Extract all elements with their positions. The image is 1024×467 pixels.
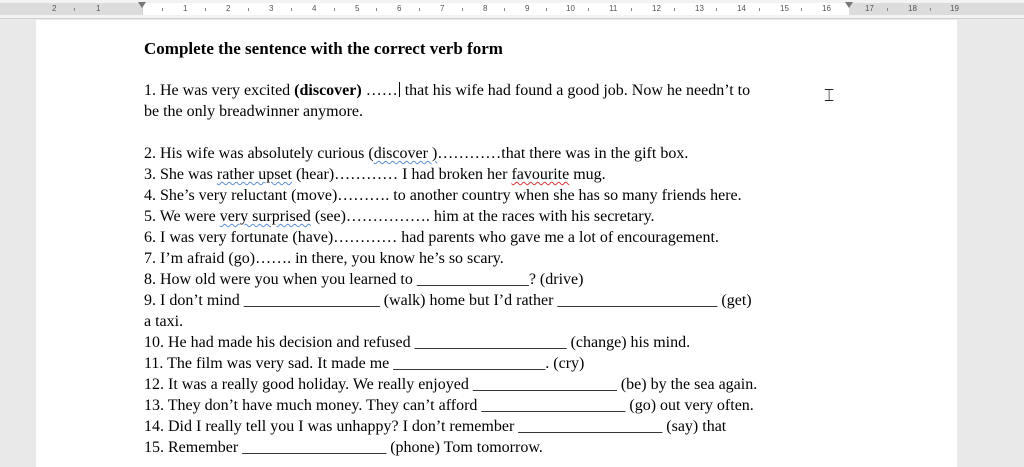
sentence-10: 10. He had made his decision and refused ___________________ (change) his mind. (144, 334, 691, 351)
ruler-number: 9 (525, 4, 530, 13)
sentence-5 (144, 206, 854, 227)
ruler-number: 17 (865, 4, 874, 13)
sentence-9-cont: a taxi. (144, 313, 184, 330)
ruler-tick (546, 8, 547, 11)
sentence-1 (144, 80, 854, 101)
ruler-number: 1 (96, 4, 101, 13)
ruler-tick (162, 8, 163, 11)
answer-blank: …… (361, 82, 398, 99)
ruler-number: 1 (183, 4, 188, 13)
ruler-number: 8 (483, 4, 488, 13)
ruler-tick (588, 8, 589, 11)
exercise-body[interactable] (144, 80, 854, 458)
ruler-left-margin (0, 3, 142, 15)
ruler-tick (74, 8, 75, 11)
sentence-7: 7. I’m afraid (go)……. in there, you know he’s so scary. (144, 250, 504, 267)
i-beam-cursor-icon: ⌶ (824, 86, 835, 106)
ruler-number: 2 (226, 4, 231, 13)
ruler-number: 2 (52, 4, 57, 13)
ruler-tick (462, 8, 463, 11)
grammar-flag: rather upset (216, 166, 292, 183)
spelling-flag: favourite (511, 166, 570, 183)
ruler-tick (887, 8, 888, 11)
ruler-number: 13 (695, 4, 704, 13)
text-cursor (399, 82, 400, 97)
document-page[interactable] (36, 20, 957, 467)
sentence-15: 15. Remember __________________ (phone) Tom tomorrow. (144, 439, 543, 456)
worksheet-title: Complete the sentence with the correct verb form (144, 39, 503, 58)
sentence-text: 3. She was (144, 166, 217, 183)
sentence-4: 4. She’s very reluctant (move)………. to another country when she has so many friends here. (144, 187, 742, 204)
ruler-number: 19 (950, 4, 959, 13)
ruler-number: 4 (312, 4, 317, 13)
sentence-9: 9. I don’t mind _________________ (walk) home but I’d rather ____________________ (get) (144, 292, 752, 309)
ruler-tick (248, 8, 249, 11)
sentence-6: 6. I was very fortunate (have)………… had parents who gave me a lot of encouragement. (144, 229, 719, 246)
ruler-tick (801, 8, 802, 11)
ruler-tick (419, 8, 420, 11)
ruler-tick (291, 8, 292, 11)
sentence-text: …………that there was in the gift box. (437, 145, 689, 162)
sentence-text: mug. (569, 166, 606, 183)
ruler-number: 3 (269, 4, 274, 13)
ruler-tick (930, 8, 931, 11)
ruler-tick (759, 8, 760, 11)
ruler-tick (716, 8, 717, 11)
ruler-right-margin (849, 3, 1024, 15)
grammar-flag: very surprised (219, 208, 311, 225)
sentence-12: 12. It was a really good holiday. We really enjoyed __________________ (be) by the sea again. (144, 376, 758, 393)
sentence-13: 13. They don’t have much money. They can’t afford __________________ (go) out very often. (144, 397, 754, 414)
ruler-tick (504, 8, 505, 11)
ruler-number: 12 (652, 4, 661, 13)
ruler-number: 11 (609, 4, 618, 13)
ruler-tick (334, 8, 335, 11)
ruler-tick (674, 8, 675, 11)
blank-line (144, 122, 854, 143)
sentence-text: (see)……………. him at the races with his secretary. (310, 208, 655, 225)
sentence-3 (144, 164, 854, 185)
ruler-number: 7 (440, 4, 445, 13)
horizontal-ruler[interactable] (0, 0, 1024, 19)
grammar-flag: discover ) (373, 145, 438, 162)
ruler-number: 18 (908, 4, 917, 13)
ruler-tick (631, 8, 632, 11)
ruler-tick (205, 8, 206, 11)
ruler-number: 16 (822, 4, 831, 13)
ruler-number: 10 (566, 4, 575, 13)
ruler-number: 14 (737, 4, 746, 13)
ruler-number: 15 (780, 4, 789, 13)
sentence-2 (144, 143, 854, 164)
sentence-text: (hear)………… I had broken her (291, 166, 512, 183)
verb-hint: (discover) (294, 82, 362, 99)
ruler-tick (376, 8, 377, 11)
right-indent-marker[interactable] (845, 2, 853, 8)
sentence-text: 1. He was very excited (144, 82, 295, 99)
sentence-14: 14. Did I really tell you I was unhappy? I don’t remember __________________ (say) that (144, 418, 727, 435)
sentence-text: 5. We were (144, 208, 220, 225)
sentence-1-cont: be the only breadwinner anymore. (144, 103, 364, 120)
ruler-number: 5 (355, 4, 360, 13)
sentence-11: 11. The film was very sad. It made me ___________________. (cry) (144, 355, 585, 372)
ruler-number: 6 (397, 4, 402, 13)
sentence-8: 8. How old were you when you learned to ______________? (drive) (144, 271, 584, 288)
left-indent-marker[interactable] (138, 2, 146, 8)
sentence-text: that his wife had found a good job. Now he needn’t to (400, 82, 751, 99)
sentence-text: 2. His wife was absolutely curious ( (144, 145, 374, 162)
